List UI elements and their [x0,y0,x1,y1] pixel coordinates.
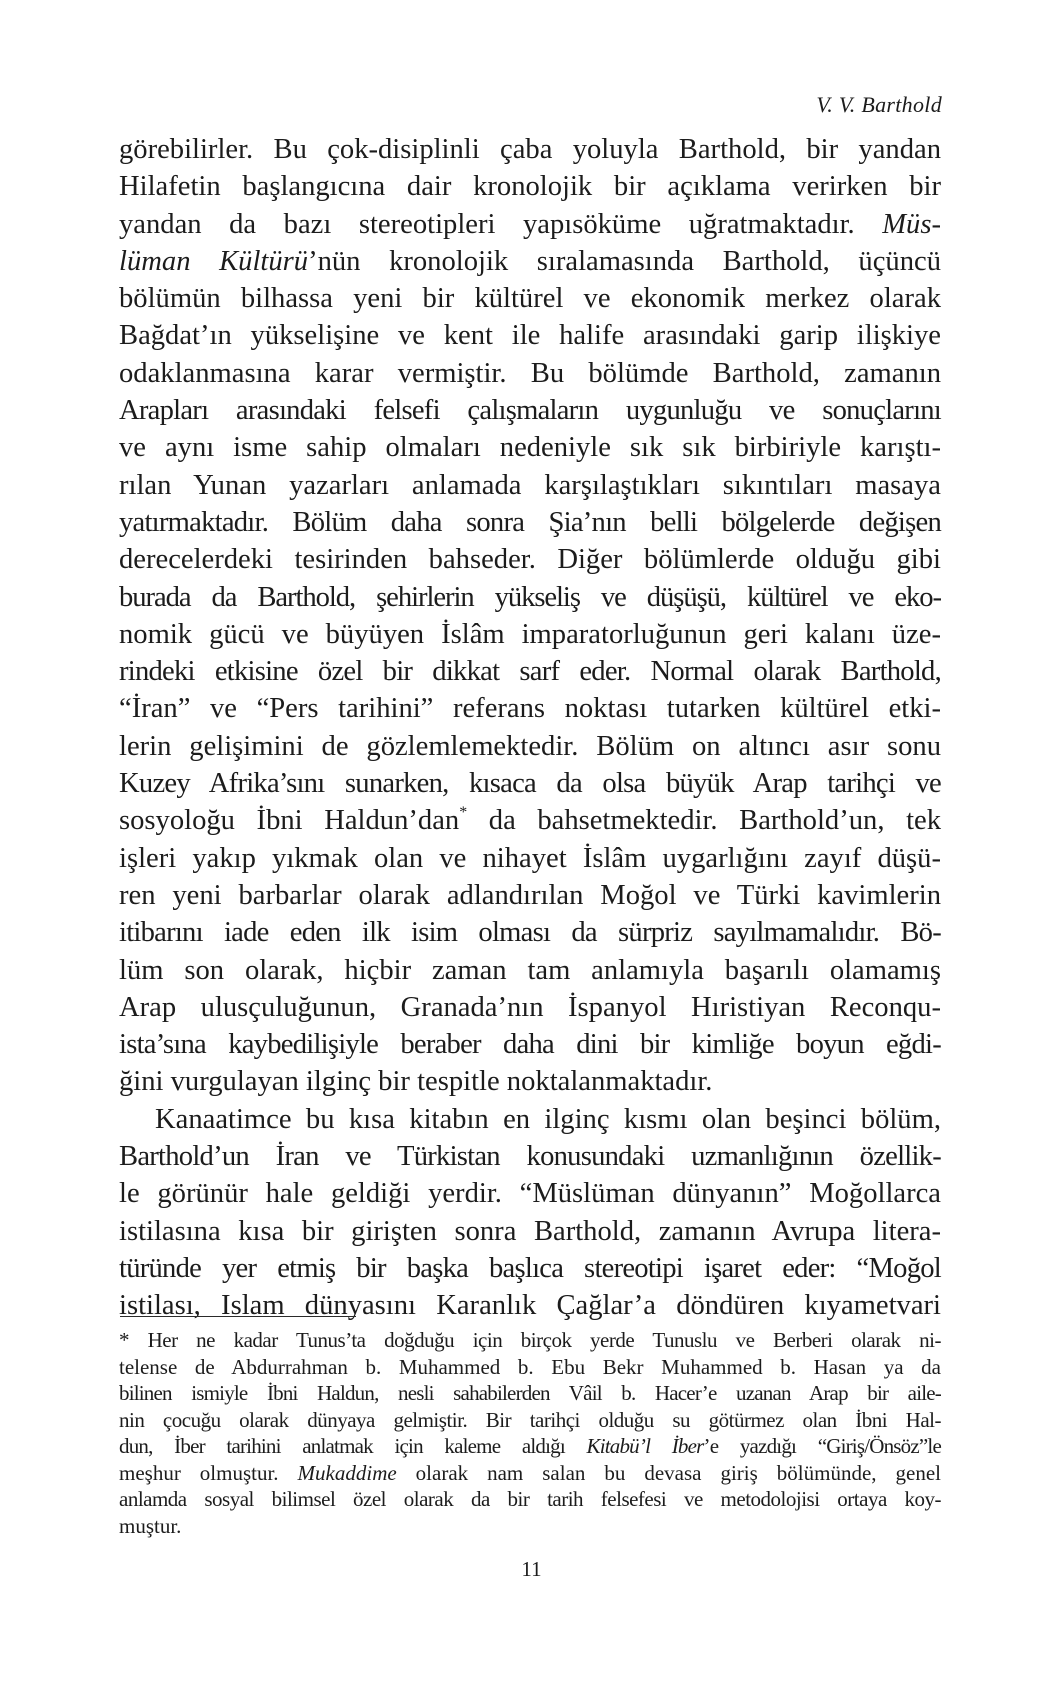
text-fragment: yandan da bazı stereotipleri yapısöküme uğratmaktadır. [119,208,883,240]
text-line: Hilafetin başlangıcına dair kronolojik bir açıklama verirken bir [119,171,941,203]
text-line: odaklanmasına karar vermiştir. Bu bölümde Barthold, zamanın [119,357,941,389]
text-line: işleri yakıp yıkmak olan ve nihayet İslâm uygarlığını zayıf düşü- [119,842,941,874]
footnote-marker: * [459,804,468,822]
text-line: lüm son olarak, hiçbir zaman tam anlamıyla başarılı olamamış [119,954,941,986]
text-line [119,243,941,280]
text-line: derecelerdeki tesirinden bahseder. Diğer bölümlerde olduğu gibi [119,544,941,576]
italic-title: Mukaddime [297,1460,397,1485]
footnote-line [119,1460,941,1487]
italic-title: Müs- [882,208,941,240]
text-line: ren yeni barbarlar olarak adlandırılan Moğol ve Türki kavimlerin [119,879,941,911]
text-line: Kanaatimce bu kısa kitabın en ilginç kısmı olan beşinci bölüm, [155,1103,941,1135]
text-fragment: da bahsetmektedir. Barthold’un, tek [467,805,941,837]
page-number: 11 [521,1557,542,1581]
text-fragment: ’e yazdığı “Giriş/Önsöz”le [703,1434,941,1458]
text-line: nomik gücü ve büyüyen İslâm imparatorluğunun geri kalanı üze- [119,618,941,650]
text-line: ve aynı isme sahip olmaları nedeniyle sık sık birbiriyle karıştı- [119,432,941,464]
footnote-line: anlamda sosyal bilimsel özel olarak da bir tarih felsefesi ve metodolojisi ortaya koy- [119,1487,941,1511]
text-fragment: dun, İber tarihini anlatmak için kaleme aldığı [119,1434,565,1458]
text-line: ğini vurgulayan ilginç bir tespitle noktalanmaktadır. [119,1066,713,1098]
text-line [119,802,941,839]
footnote-divider [120,1316,356,1317]
text-line: rılan Yunan yazarları anlamada karşılaştıkları sıkıntıları masaya [119,469,941,501]
text-line: yatırmaktadır. Bölüm daha sonra Şia’nın belli bölgelerde değişen [119,506,941,538]
italic-title: Kitabü’l İber [586,1434,704,1458]
text-fragment: meşhur olmuştur. [119,1460,279,1485]
main-text [119,131,941,1325]
text-line: görebilirler. Bu çok-disiplinli çaba yoluyla Barthold, bir yandan [119,134,941,165]
text-line: lerin gelişimini de gözlemlemektedir. Bölüm on altıncı asır sonu [119,730,941,762]
text-fragment: sosyoloğu İbni Haldun’dan [119,805,460,837]
text-line: istilası, Islam dünyasını Karanlık Çağlar’a döndüren kıyametvari [119,1290,941,1322]
italic-title: lüman Kültürü [119,245,309,277]
text-fragment: ’nün kronolojik sıralamasında Barthold, üçüncü [308,245,941,277]
text-line: le görünür hale geldiği yerdir. “Müslüman dünyanın” Moğollarca [119,1178,941,1210]
text-fragment: olarak nam salan bu devasa giriş bölümünde, genel [396,1460,941,1485]
text-line: Barthold’un İran ve Türkistan konusundaki uzmanlığının özellik- [119,1141,941,1173]
running-head: V. V. Barthold [816,92,942,117]
text-line: Kuzey Afrika’sını sunarken, kısaca da olsa büyük Arap tarihçi ve [119,768,941,800]
text-line: Arap ulusçuluğunun, Granada’nın İspanyol Hıristiyan Reconqu- [119,991,941,1023]
text-line: ista’sına kaybedilişiyle beraber daha dini bir kimliğe boyun eğdi- [119,1029,941,1061]
text-line: bölümün bilhassa yeni bir kültürel ve ekonomik merkez olarak [119,283,941,315]
text-line: istilasına kısa bir girişten sonra Barthold, zamanın Avrupa litera- [119,1215,941,1247]
footnote [119,1327,941,1539]
footnote-line: muştur. [119,1513,182,1538]
footnote-line: nin çocuğu olarak dünyaya gelmiştir. Bir tarihçi olduğu su götürmez olan İbni Hal- [119,1407,941,1432]
text-line: Bağdat’ın yükselişine ve kent ile halife arasındaki garip ilişkiye [119,320,941,352]
text-line: “İran” ve “Pers tarihini” referans noktası tutarken kültürel etki- [119,693,941,725]
text-line: türünde yer etmiş bir başka başlıca stereotipi işaret eder: “Moğol [119,1252,941,1284]
text-line [119,206,941,243]
text-line: burada da Barthold, şehirlerin yükseliş ve düşüşü, kültürel ve eko- [119,581,941,613]
text-line: rindeki etkisine özel bir dikkat sarf eder. Normal olarak Barthold, [119,656,941,688]
footnote-line: bilinen ismiyle İbni Haldun, nesli sahabilerden Vâil b. Hacer’e uzanan Arap bir aile- [119,1381,941,1405]
text-line: itibarını iade eden ilk isim olması da sürpriz sayılmamalıdır. Bö- [119,917,941,949]
footnote-line: telense de Abdurrahman b. Muhammed b. Ebu Bekr Muhammed b. Hasan ya da [119,1354,941,1379]
footnote-line: * Her ne kadar Tunus’ta doğduğu için birçok yerde Tunuslu ve Berberi olarak ni- [119,1328,941,1352]
footnote-line [119,1433,941,1460]
text-line: Arapları arasındaki felsefi çalışmaların uygunluğu ve sonuçlarını [119,395,941,427]
